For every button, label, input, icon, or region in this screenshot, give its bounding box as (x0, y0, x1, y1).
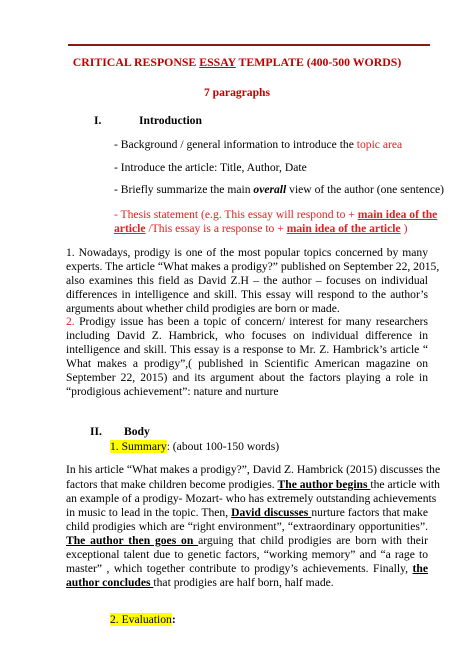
summary-line: factors that make children become prodigies. The author begins the article with (66, 478, 440, 491)
summary-line: in music to lead in the topic. Then, David discusses nurture factors that make (66, 506, 429, 519)
top-rule (68, 44, 430, 46)
section-numeral-body: II. (90, 425, 102, 438)
para1-line: also examines this field as David Z.H – the author – focuses on individual (66, 274, 428, 287)
summary-line: author concludes that prodigies are half born, half made. (66, 576, 334, 589)
intro-bullet-article: - Introduce the article: Title, Author, Date (114, 161, 307, 174)
summary-heading: 1. Summary: (about 100-150 words) (110, 440, 280, 453)
para1-line: 1. Nowadays, prodigy is one of the most popular topics concerned by many (66, 246, 428, 259)
para2-line: “prodigious achievement”: nature and nurture (66, 385, 279, 398)
section-numeral-intro: I. (94, 114, 102, 127)
summary-line: child prodigies which are “right environment”, “extraordinary opportunities”. (66, 520, 428, 533)
intro-bullet-background: - Background / general information to introduce the topic area (114, 138, 403, 151)
summary-line: The author then goes on arguing that child prodigies are born with their (66, 534, 428, 547)
para2-line: including David Z. Hambrick, who focuses on individual difference in (66, 329, 428, 342)
para1-line: arguments about whether child prodigies are born or made. (66, 302, 340, 315)
para2-line: What makes a prodigy”,( published in Scientific American magazine on (66, 357, 428, 370)
evaluation-heading: 2. Evaluation: (110, 613, 176, 626)
para2-line: intelligence and skill. This essay is a response to Mr. Z. Hambrick’s article “ (66, 343, 428, 356)
document-subtitle: 7 paragraphs (203, 86, 271, 99)
section-heading-body: Body (124, 425, 150, 438)
para1-line: differences in intelligence and skill. This essay will respond to the author’s (66, 288, 428, 301)
summary-line: master” , which together contribute to prodigy’s achievements. Finally, the (66, 562, 428, 575)
para1-line: experts. The article “What makes a prodigy?” published on September 22, 2015, (66, 260, 440, 273)
intro-thesis-line-2: article /This essay is a response to + main idea of the article ) (114, 222, 408, 235)
summary-line: exceptional talent due to genetic factors, “working memory” and “a rage to (66, 548, 428, 561)
summary-line: an example of a prodigy- Mozart- who has extremely outstanding achievements (66, 492, 437, 505)
intro-bullet-summary: - Briefly summarize the main overall view of the author (one sentence) (114, 183, 444, 196)
section-heading-intro: Introduction (139, 114, 202, 127)
summary-line: In his article “What makes a prodigy?”, David Z. Hambrick (2015) discusses the (66, 463, 441, 476)
document-title: CRITICAL RESPONSE ESSAY TEMPLATE (400-500 WORDS) (72, 55, 402, 69)
intro-thesis-line-1: - Thesis statement (e.g. This essay will respond to + main idea of the (114, 208, 438, 221)
para2-line: 2. Prodigy issue has been a topic of concern/ interest for many researchers (66, 315, 428, 328)
para2-line: September 22, 2015) and its argument about the factors playing a role in (66, 371, 428, 384)
